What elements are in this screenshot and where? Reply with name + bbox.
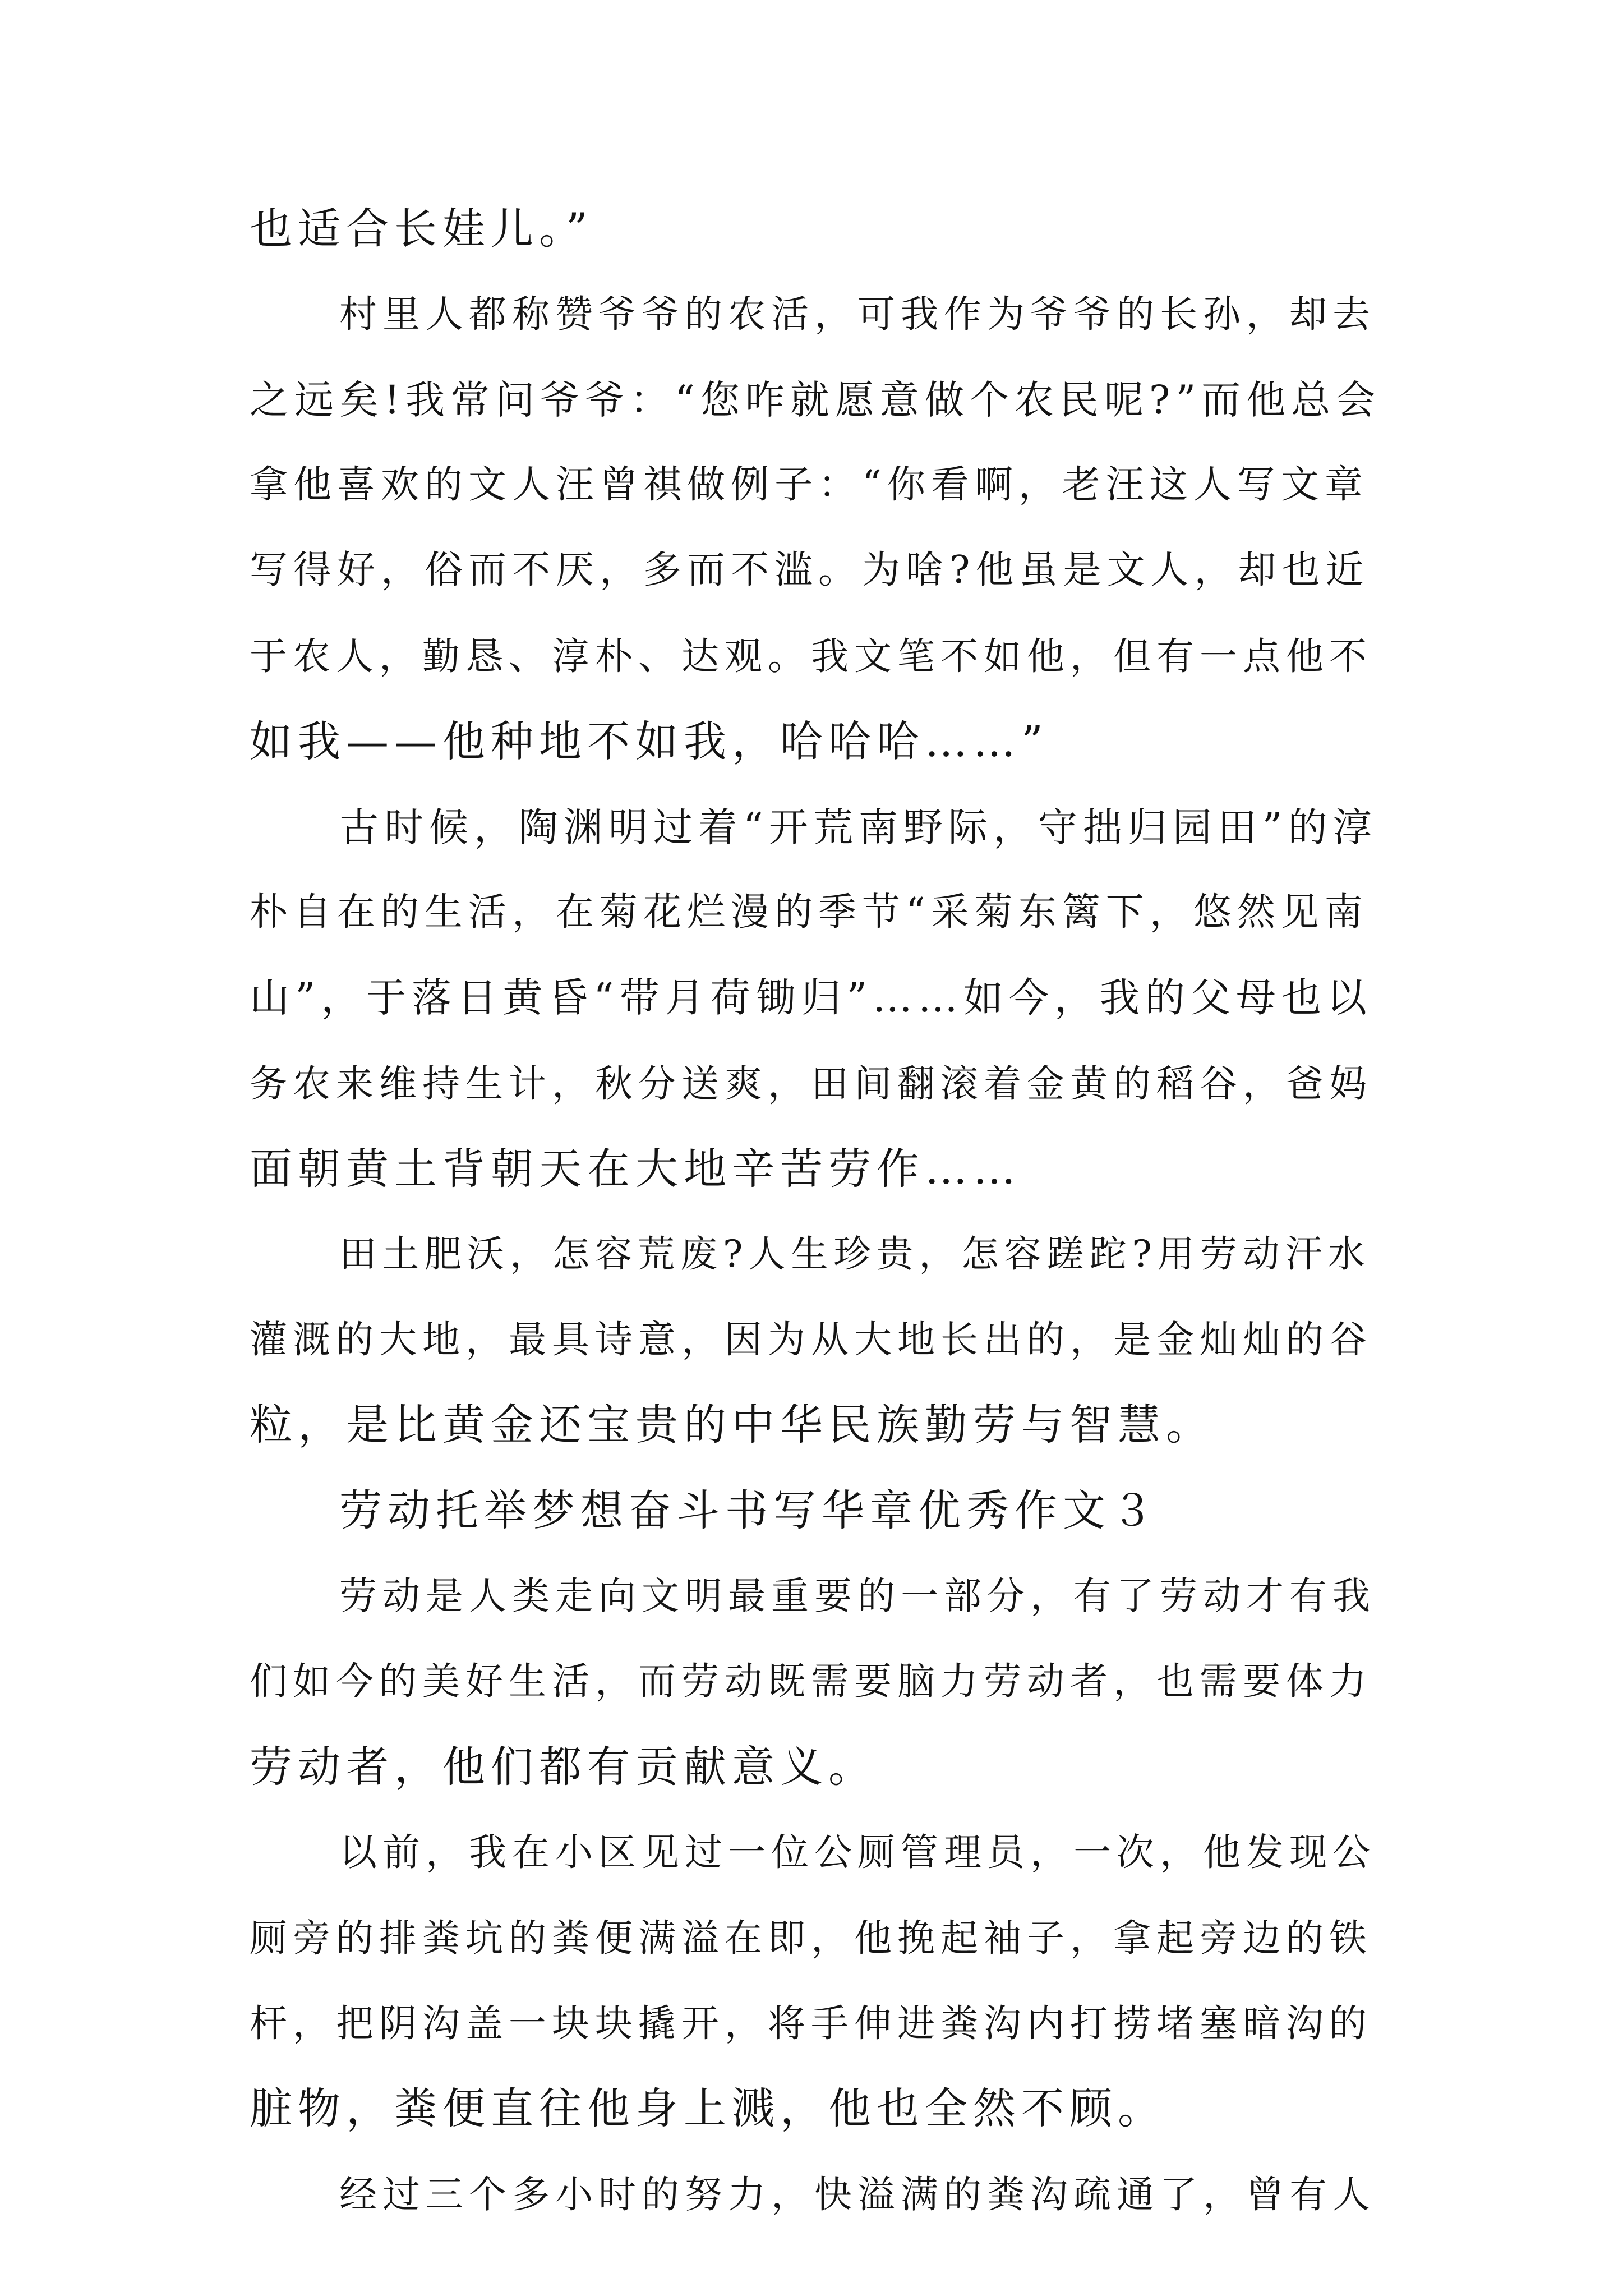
paragraph-first-line: 田土肥沃，怎容荒废?人生珍贵，怎容蹉跎?用劳动汗水 (339, 1232, 1371, 1276)
text-line: 们如今的美好生活，而劳动既需要脑力劳动者，也需要体力 (250, 1659, 1372, 1703)
paragraph-first-line: 经过三个多小时的努力，快溢满的粪沟疏通了，曾有人 (339, 2173, 1376, 2216)
section-heading: 劳动托举梦想奋斗书写华章优秀作文３ (339, 1485, 1159, 1535)
text-line: 务农来维持生计，秋分送爽，田间翻滚着金黄的稻谷，爸妈 (250, 1062, 1372, 1106)
text-line: 山”，于落日黄昏“带月荷锄归”……如今，我的父母也以 (250, 974, 1372, 1021)
text-line: 拿他喜欢的文人汪曾祺做例子：“你看啊，老汪这人写文章 (250, 463, 1368, 507)
text-line: 也适合长娃儿。” (250, 204, 593, 254)
text-line: 朴自在的生活，在菊花烂漫的季节“采菊东篱下，悠然见南 (250, 890, 1368, 935)
text-line: 之远矣!我常问爷爷：“您咋就愿意做个农民呢?”而他总会 (250, 377, 1381, 423)
text-line: 写得好，俗而不厌，多而不滥。为啥?他虽是文人，却也近 (250, 548, 1370, 592)
text-line: 于农人，勤恳、淳朴、达观。我文笔不如他，但有一点他不 (250, 634, 1372, 678)
text-line: 如我——他种地不如我，哈哈哈……” (250, 716, 1049, 766)
text-line: 脏物，粪便直往他身上溅，他也全然不顾。 (250, 2083, 1166, 2133)
paragraph-first-line: 以前，我在小区见过一位公厕管理员，一次，他发现公 (339, 1830, 1376, 1874)
text-line: 面朝黄土背朝天在大地辛苦劳作…… (250, 1144, 1021, 1194)
text-line: 粒，是比黄金还宝贵的中华民族勤劳与智慧。 (250, 1400, 1214, 1450)
text-line: 灌溉的大地，最具诗意，因为从大地长出的，是金灿灿的谷 (250, 1318, 1372, 1361)
text-line: 杆，把阴沟盖一块块撬开，将手伸进粪沟内打捞堵塞暗沟的 (250, 2001, 1372, 2045)
text-line: 厕旁的排粪坑的粪便满溢在即，他挽起袖子，拿起旁边的铁 (250, 1916, 1372, 1960)
text-line: 劳动者，他们都有贡献意义。 (250, 1742, 877, 1792)
paragraph-first-line: 劳动是人类走向文明最重要的一部分，有了劳动才有我 (339, 1574, 1376, 1618)
paragraph-first-line: 村里人都称赞爷爷的农活，可我作为爷爷的长孙，却去 (339, 292, 1376, 336)
paragraph-first-line: 古时候，陶渊明过着“开荒南野际，守拙归园田”的淳 (339, 804, 1378, 850)
